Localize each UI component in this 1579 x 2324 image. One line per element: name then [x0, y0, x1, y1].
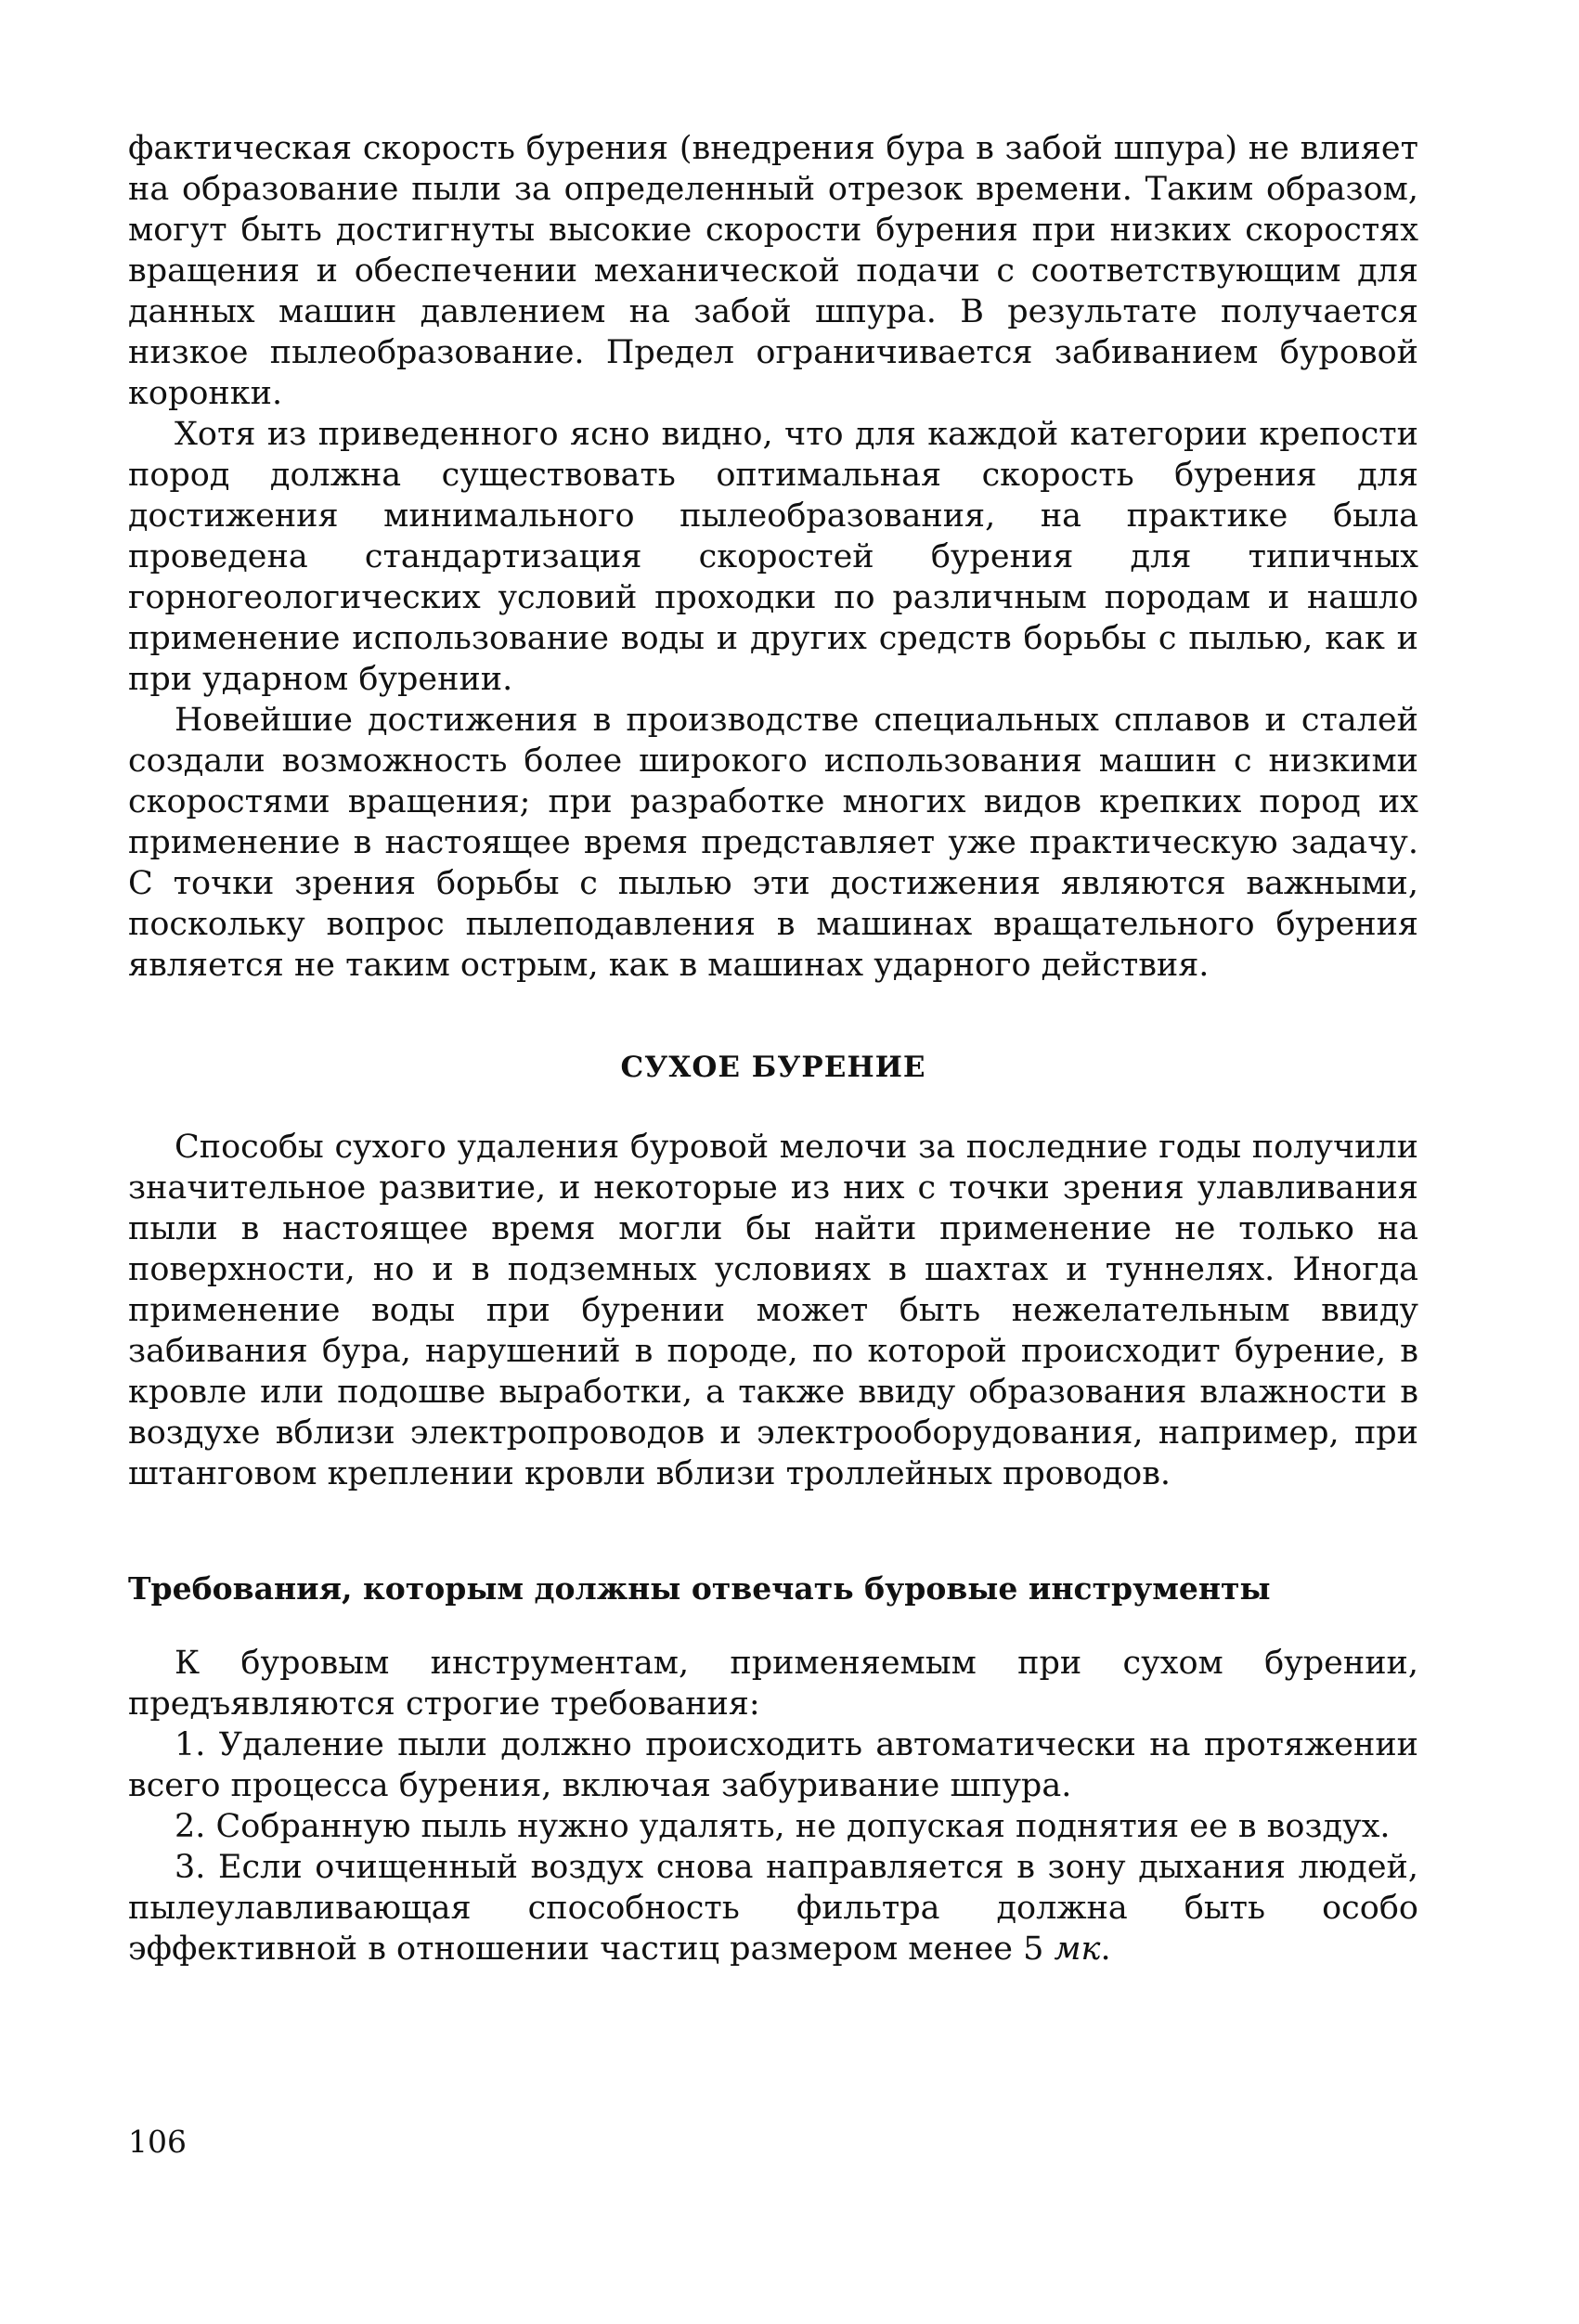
paragraph-requirements-intro: К буровым инструментам, применяемым при сухом бурении, предъявляются строгие требования:	[128, 1645, 1418, 1723]
paragraph-new-alloys: Новейшие достижения в производстве специальных сплавов и сталей создали возможность более широкого использования машин с низкими скоростями вращения; при разработке многих видов крепких пород их применение в настоящее время представляет уже практическую задачу. С точки зрения борьбы с пылью эти достижения являются важными, поскольку вопрос пылеподавления в машинах вращательного бурения является не таким острым, как в машинах ударного действия.	[128, 702, 1418, 984]
list-item-requirement-3	[128, 1847, 1418, 1969]
unit-microns: мк	[1054, 1930, 1101, 1968]
list-item-requirement-1: 1. Удаление пыли должно происходить автоматически на протяжении всего процесса бурения, включая забуривание шпура.	[128, 1726, 1418, 1804]
paragraph-continuation: фактическая скорость бурения (внедрения бура в забой шпура) не влияет на образование пыли за определенный отрезок времени. Таким образом, могут быть достигнуты высокие скорости бурения при низких скоростях вращения и обеспечении механической подачи с соответствующим для данных машин давлением на забой шпура. В результате получается низкое пылеобразование. Предел ограничивается забиванием буровой коронки.	[128, 130, 1418, 412]
requirement-3-text: 3. Если очищенный воздух снова направляется в зону дыхания людей, пылеулавливающая способность фильтра должна быть особо эффективной в отношении частиц размером менее 5	[128, 1849, 1418, 1968]
paragraph-optimal-speed: Хотя из приведенного ясно видно, что для каждой категории крепости пород должна существовать оптимальная скорость бурения для достижения минимального пылеобразования, на практике была проведена стандартизация скоростей бурения для типичных горногеологических условий проходки по различным породам и нашло применение использование воды и других средств борьбы с пылью, как и при ударном бурении.	[128, 416, 1418, 698]
list-item-requirement-2: 2. Собранную пыль нужно удалять, не допуская поднятия ее в воздух.	[175, 1808, 1391, 1845]
requirement-3-end: .	[1100, 1930, 1111, 1968]
page-body	[128, 128, 1418, 1969]
paragraph-dry-removal: Способы сухого удаления буровой мелочи за последние годы получили значительное развитие, и некоторые из них с точки зрения улавливания пыли в настоящее время могли бы найти применение не только на поверхности, но и в подземных условиях в шахтах и туннелях. Иногда применение воды при бурении может быть нежелательным ввиду забивания бура, нарушений в породе, по которой происходит бурение, в кровле или подошве выработки, а также ввиду образования влажности в воздухе вблизи электропроводов и электрооборудования, например, при штанговом креплении кровли вблизи троллейных проводов.	[128, 1129, 1418, 1492]
page-number: 106	[128, 2124, 187, 2160]
section-heading-requirements: Требования, которым должны отвечать буровые инструменты	[128, 1570, 1271, 1607]
section-heading-dry-drilling: СУХОЕ БУРЕНИЕ	[620, 1051, 926, 1084]
